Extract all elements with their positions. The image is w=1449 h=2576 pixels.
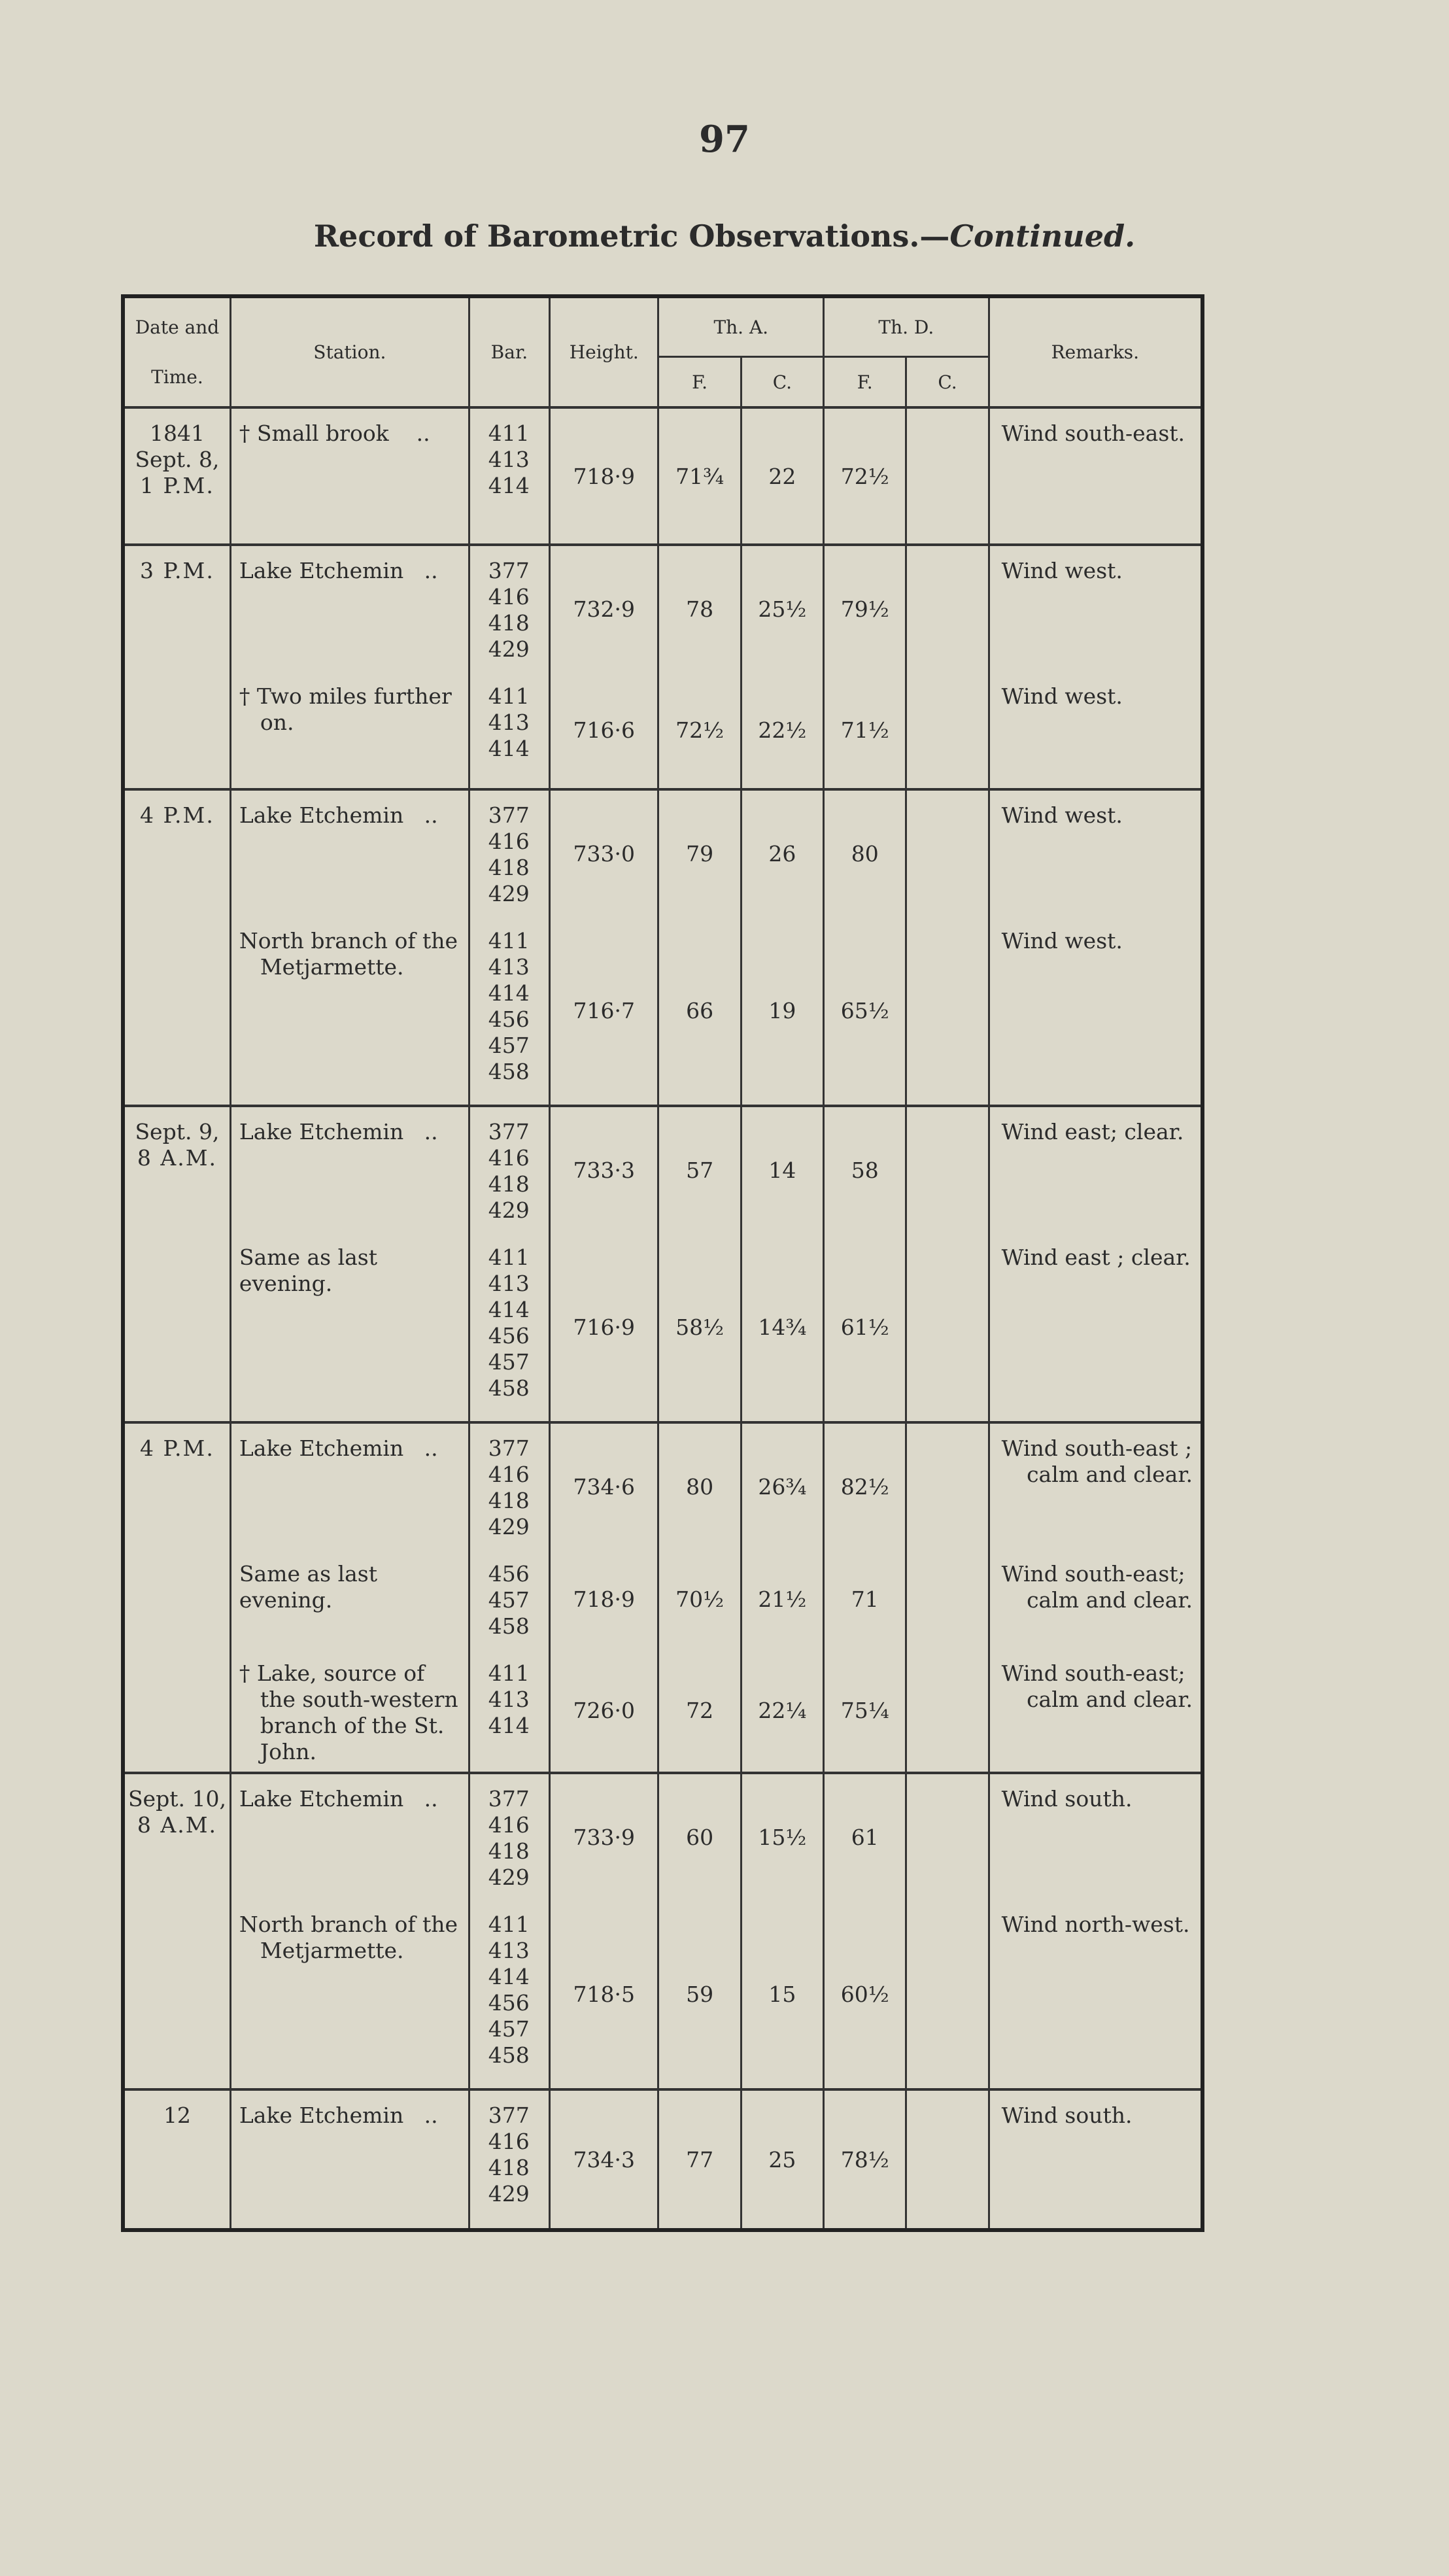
- bar-value: 377: [488, 1435, 530, 1461]
- station-name: Lake Etchemin ..: [239, 1435, 438, 1461]
- date-line: 4 P.M.: [140, 1435, 214, 1461]
- th-d-c-cell: [906, 1773, 989, 1900]
- remarks-text: Wind north-west.: [1001, 1912, 1190, 1937]
- station-name-cont: Metjarmette.: [260, 1938, 404, 1963]
- col-header-th-a-f: F.: [658, 357, 741, 408]
- col-header-date: Date and Time.: [123, 296, 230, 407]
- table-row: [123, 545, 1202, 672]
- bar-value: 377: [488, 802, 530, 828]
- bar-cell: [469, 1773, 549, 1900]
- th-a-c-cell: 14¾: [741, 1233, 823, 1422]
- station-cell: [230, 1773, 469, 1900]
- bar-value: 457: [488, 1349, 530, 1375]
- th-d-f-cell: 61½: [824, 1233, 906, 1422]
- station-name: Same as last evening.: [239, 1561, 378, 1613]
- th-a-f-cell: 71¾: [658, 407, 741, 545]
- bar-value: 456: [488, 1990, 530, 2016]
- th-d-f-cell: 61: [824, 1773, 906, 1900]
- bar-cell: [469, 916, 549, 1106]
- remarks-text: Wind south-east ;: [1001, 1435, 1193, 1461]
- bar-value: 418: [488, 855, 530, 880]
- col-header-th-a: Th. A.: [658, 296, 824, 357]
- bar-cell: [469, 672, 549, 789]
- station-name: Same as last evening.: [239, 1245, 378, 1296]
- bar-value: 411: [488, 928, 530, 953]
- remarks-cell: [989, 407, 1202, 545]
- date-line: Sept. 10,: [128, 1786, 226, 1812]
- th-a-f-cell: 80: [658, 1422, 741, 1549]
- th-a-c-cell: 19: [741, 916, 823, 1106]
- th-a-f-cell: 72: [658, 1649, 741, 1773]
- th-a-f-cell: 70½: [658, 1549, 741, 1649]
- bar-value: 414: [488, 1964, 530, 1989]
- th-a-f-cell: 77: [658, 2089, 741, 2230]
- date-cell: [123, 1106, 230, 1233]
- date-cell: [123, 672, 230, 789]
- remarks-text: Wind east; clear.: [1001, 1119, 1184, 1144]
- bar-value: 429: [488, 1197, 530, 1223]
- observations-table: [121, 294, 1204, 2232]
- bar-value: 458: [488, 1613, 530, 1639]
- height-cell: 726·0: [550, 1649, 658, 1773]
- bar-value: 416: [488, 1145, 530, 1171]
- bar-value: 414: [488, 736, 530, 761]
- col-header-th-d: Th. D.: [824, 296, 989, 357]
- date-cell: [123, 916, 230, 1106]
- bar-value: 377: [488, 558, 530, 583]
- th-d-c-cell: [906, 789, 989, 916]
- station-cell: [230, 1549, 469, 1649]
- remarks-cell: [989, 1422, 1202, 1549]
- bar-cell: [469, 2089, 549, 2230]
- bar-value: 411: [488, 421, 530, 446]
- bar-value: 429: [488, 881, 530, 906]
- th-a-c-cell: 26: [741, 789, 823, 916]
- station-cell: [230, 2089, 469, 2230]
- station-name: † Two miles further: [239, 683, 452, 709]
- page-title: [0, 218, 1449, 254]
- remarks-text: Wind south-east;: [1001, 1660, 1185, 1686]
- th-d-c-cell: [906, 545, 989, 672]
- bar-value: 416: [488, 829, 530, 854]
- table-row: [123, 916, 1202, 1106]
- th-a-c-cell: 25: [741, 2089, 823, 2230]
- bar-value: 418: [488, 1838, 530, 1864]
- height-cell: 733·9: [550, 1773, 658, 1900]
- date-line: 1841: [149, 421, 205, 446]
- date-line: 8 A.M.: [137, 1812, 217, 1838]
- station-name-cont: on.: [260, 710, 294, 735]
- table-row: [123, 1233, 1202, 1422]
- th-a-c-cell: 21½: [741, 1549, 823, 1649]
- station-name: North branch of the: [239, 928, 458, 953]
- th-d-f-cell: 79½: [824, 545, 906, 672]
- th-d-f-cell: 75¼: [824, 1649, 906, 1773]
- station-cell: [230, 916, 469, 1106]
- th-d-f-cell: 71½: [824, 672, 906, 789]
- station-cell: [230, 1422, 469, 1549]
- th-a-f-cell: 78: [658, 545, 741, 672]
- remarks-text: Wind south-east.: [1001, 421, 1185, 446]
- table-row: [123, 1106, 1202, 1233]
- remarks-cell: [989, 545, 1202, 672]
- bar-value: 457: [488, 2016, 530, 2042]
- station-name-cont: Metjarmette.: [260, 954, 404, 980]
- date-cell: [123, 2089, 230, 2230]
- bar-cell: [469, 1233, 549, 1422]
- station-cell: [230, 1649, 469, 1773]
- remarks-cell: [989, 1900, 1202, 2089]
- station-name: Lake Etchemin ..: [239, 1119, 438, 1144]
- bar-value: 429: [488, 636, 530, 662]
- height-cell: 716·9: [550, 1233, 658, 1422]
- bar-cell: [469, 407, 549, 545]
- date-cell: [123, 1422, 230, 1549]
- bar-cell: [469, 1106, 549, 1233]
- th-d-c-cell: [906, 1649, 989, 1773]
- remarks-text: Wind south.: [1001, 2103, 1133, 2128]
- bar-value: 458: [488, 1375, 530, 1401]
- height-cell: 718·9: [550, 1549, 658, 1649]
- remarks-cell: [989, 672, 1202, 789]
- remarks-text: Wind west.: [1001, 683, 1123, 709]
- bar-value: 457: [488, 1033, 530, 1058]
- station-name: Lake Etchemin ..: [239, 558, 438, 583]
- height-cell: 716·6: [550, 672, 658, 789]
- col-header-th-a-c: C.: [741, 357, 823, 408]
- station-cell: [230, 672, 469, 789]
- bar-value: 416: [488, 1462, 530, 1487]
- remarks-cell: [989, 916, 1202, 1106]
- station-name: North branch of the: [239, 1912, 458, 1937]
- height-cell: 732·9: [550, 545, 658, 672]
- bar-value: 416: [488, 584, 530, 610]
- th-d-c-cell: [906, 1900, 989, 2089]
- remarks-cell: [989, 789, 1202, 916]
- col-header-remarks: Remarks.: [989, 296, 1202, 407]
- bar-value: 429: [488, 2181, 530, 2207]
- date-cell: [123, 1649, 230, 1773]
- station-name: Lake Etchemin ..: [239, 802, 438, 828]
- bar-cell: [469, 1900, 549, 2089]
- th-d-f-cell: 72½: [824, 407, 906, 545]
- height-cell: 733·3: [550, 1106, 658, 1233]
- station-cell: [230, 789, 469, 916]
- remarks-text: Wind south.: [1001, 1786, 1133, 1812]
- th-d-f-cell: 60½: [824, 1900, 906, 2089]
- col-header-bar: Bar.: [469, 296, 549, 407]
- remarks-text-cont: calm and clear.: [1027, 1462, 1193, 1487]
- bar-value: 418: [488, 1171, 530, 1197]
- bar-value: 458: [488, 1059, 530, 1084]
- table-row: [123, 1900, 1202, 2089]
- height-cell: 718·9: [550, 407, 658, 545]
- date-cell: [123, 1773, 230, 1900]
- bar-cell: [469, 789, 549, 916]
- remarks-cell: [989, 1649, 1202, 1773]
- bar-value: 413: [488, 447, 530, 472]
- remarks-text: Wind west.: [1001, 802, 1123, 828]
- bar-value: 411: [488, 1245, 530, 1270]
- bar-value: 416: [488, 2129, 530, 2154]
- col-header-station: Station.: [230, 296, 469, 407]
- th-d-f-cell: 65½: [824, 916, 906, 1106]
- date-line: Sept. 8,: [135, 447, 220, 472]
- bar-value: 413: [488, 1687, 530, 1712]
- bar-value: 414: [488, 473, 530, 498]
- bar-value: 411: [488, 683, 530, 709]
- title-main: Record of Barometric Observations.—: [313, 218, 950, 254]
- bar-value: 413: [488, 710, 530, 735]
- bar-value: 377: [488, 2103, 530, 2128]
- th-a-c-cell: 26¾: [741, 1422, 823, 1549]
- th-d-c-cell: [906, 407, 989, 545]
- bar-value: 418: [488, 610, 530, 636]
- station-cell: [230, 545, 469, 672]
- date-line: 1 P.M.: [140, 473, 214, 498]
- th-d-f-cell: 82½: [824, 1422, 906, 1549]
- bar-cell: [469, 545, 549, 672]
- col-header-height: Height.: [550, 296, 658, 407]
- remarks-cell: [989, 2089, 1202, 2230]
- date-line: 4 P.M.: [140, 802, 214, 828]
- th-d-c-cell: [906, 672, 989, 789]
- remarks-text: Wind west.: [1001, 558, 1123, 583]
- remarks-cell: [989, 1549, 1202, 1649]
- bar-value: 456: [488, 1561, 530, 1587]
- date-cell: [123, 545, 230, 672]
- remarks-text-cont: calm and clear.: [1027, 1687, 1193, 1712]
- height-cell: 734·6: [550, 1422, 658, 1549]
- station-cell: [230, 1900, 469, 2089]
- height-cell: 733·0: [550, 789, 658, 916]
- col-header-th-d-c: C.: [906, 357, 989, 408]
- th-a-f-cell: 79: [658, 789, 741, 916]
- table-row: [123, 1422, 1202, 1549]
- station-cell: [230, 1233, 469, 1422]
- th-d-c-cell: [906, 916, 989, 1106]
- bar-value: 413: [488, 1271, 530, 1296]
- remarks-text: Wind east ; clear.: [1001, 1245, 1191, 1270]
- remarks-text: Wind west.: [1001, 928, 1123, 953]
- date-line: 12: [163, 2103, 191, 2128]
- bar-value: 429: [488, 1514, 530, 1539]
- bar-cell: [469, 1649, 549, 1773]
- date-cell: [123, 1900, 230, 2089]
- bar-value: 418: [488, 2155, 530, 2180]
- table-row: [123, 1773, 1202, 1900]
- station-cell: [230, 1106, 469, 1233]
- station-name: Lake Etchemin ..: [239, 1786, 438, 1812]
- th-a-f-cell: 57: [658, 1106, 741, 1233]
- bar-value: 413: [488, 954, 530, 980]
- th-d-c-cell: [906, 1106, 989, 1233]
- table-row: [123, 407, 1202, 545]
- station-cell: [230, 407, 469, 545]
- bar-value: 456: [488, 1323, 530, 1348]
- bar-value: 458: [488, 2042, 530, 2068]
- th-d-c-cell: [906, 1233, 989, 1422]
- remarks-cell: [989, 1233, 1202, 1422]
- station-name-cont: the south-western branch of the St. John.: [260, 1687, 458, 1764]
- height-cell: 734·3: [550, 2089, 658, 2230]
- bar-value: 413: [488, 1938, 530, 1963]
- bar-value: 456: [488, 1006, 530, 1032]
- station-name: † Lake, source of: [239, 1660, 425, 1686]
- remarks-text: Wind south-east;: [1001, 1561, 1185, 1587]
- th-d-c-cell: [906, 2089, 989, 2230]
- station-name: Lake Etchemin ..: [239, 2103, 438, 2128]
- th-a-f-cell: 59: [658, 1900, 741, 2089]
- date-cell: [123, 407, 230, 545]
- table-row: [123, 789, 1202, 916]
- station-name: † Small brook ..: [239, 421, 430, 446]
- date-cell: [123, 789, 230, 916]
- height-cell: 718·5: [550, 1900, 658, 2089]
- table-row: [123, 2089, 1202, 2230]
- date-cell: [123, 1233, 230, 1422]
- page-number: 97: [699, 118, 750, 161]
- bar-value: 429: [488, 1864, 530, 1890]
- date-line: Sept. 9,: [135, 1119, 220, 1144]
- title-italic: Continued.: [949, 218, 1136, 254]
- bar-value: 414: [488, 980, 530, 1006]
- date-cell: [123, 1549, 230, 1649]
- th-a-c-cell: 15½: [741, 1773, 823, 1900]
- th-d-f-cell: 71: [824, 1549, 906, 1649]
- bar-cell: [469, 1549, 549, 1649]
- table-row: [123, 1549, 1202, 1649]
- th-a-c-cell: 14: [741, 1106, 823, 1233]
- th-a-c-cell: 25½: [741, 545, 823, 672]
- bar-value: 414: [488, 1713, 530, 1738]
- remarks-cell: [989, 1773, 1202, 1900]
- bar-value: 411: [488, 1660, 530, 1686]
- th-a-f-cell: 60: [658, 1773, 741, 1900]
- th-d-c-cell: [906, 1549, 989, 1649]
- th-a-f-cell: 72½: [658, 672, 741, 789]
- bar-value: 457: [488, 1587, 530, 1613]
- th-d-f-cell: 78½: [824, 2089, 906, 2230]
- date-line: 8 A.M.: [137, 1145, 217, 1171]
- th-a-c-cell: 22½: [741, 672, 823, 789]
- bar-value: 377: [488, 1786, 530, 1812]
- th-a-f-cell: 66: [658, 916, 741, 1106]
- col-header-th-d-f: F.: [824, 357, 906, 408]
- height-cell: 716·7: [550, 916, 658, 1106]
- remarks-cell: [989, 1106, 1202, 1233]
- bar-value: 418: [488, 1488, 530, 1513]
- date-line: 3 P.M.: [140, 558, 214, 583]
- bar-value: 416: [488, 1812, 530, 1838]
- th-d-f-cell: 58: [824, 1106, 906, 1233]
- table-row: [123, 672, 1202, 789]
- remarks-text-cont: calm and clear.: [1027, 1587, 1193, 1613]
- th-a-c-cell: 22: [741, 407, 823, 545]
- th-a-f-cell: 58½: [658, 1233, 741, 1422]
- bar-value: 414: [488, 1297, 530, 1322]
- th-d-f-cell: 80: [824, 789, 906, 916]
- th-a-c-cell: 15: [741, 1900, 823, 2089]
- bar-value: 377: [488, 1119, 530, 1144]
- bar-cell: [469, 1422, 549, 1549]
- table-row: [123, 1649, 1202, 1773]
- th-a-c-cell: 22¼: [741, 1649, 823, 1773]
- th-d-c-cell: [906, 1422, 989, 1549]
- bar-value: 411: [488, 1912, 530, 1937]
